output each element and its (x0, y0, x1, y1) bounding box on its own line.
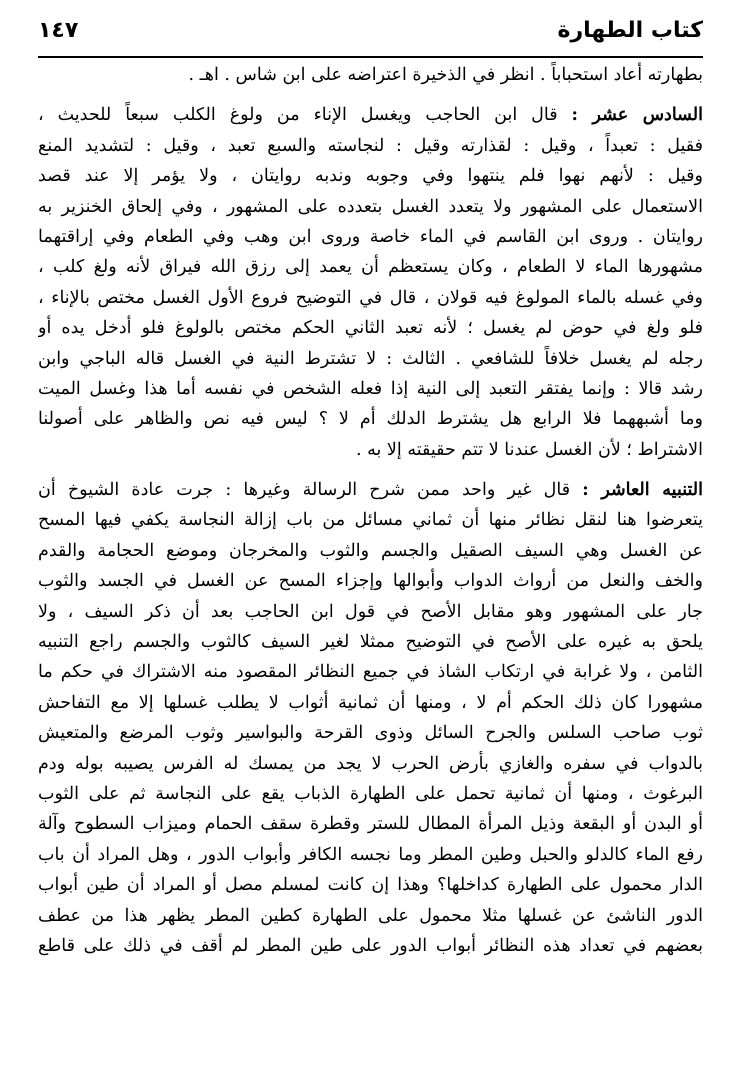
text-line: جار على المشهور وهو مقابل الأصح في قول ابن الحاجب بعد أن ذكر السيف ، ولا (38, 601, 703, 622)
text-line-content: قال غير واحد ممن شرح الرسالة وغيرها : جرت عادة الشيوخ أن (38, 480, 583, 501)
text-line: والخف والنعل من أرواث الدواب وأبوالها وإجزاء المسح عن الغسل في الجسد والثوب (38, 571, 703, 592)
section-lead: التنبيه العاشر : (582, 480, 703, 501)
text-line: وفي غسله بالماء المولوغ فيه قولان ، قال في التوضيح فروع الأول الغسل مختص بالإناء ، (38, 287, 703, 308)
text-line: البرغوث ، ومنها أن ثمانية تحمل على الطهارة الذباب يقع على النجاسة ثم على الثوب (38, 783, 703, 804)
text-line: الدور الناشئ عن غسلها مثلا محمول على الطهارة كطين المطر يظهر هذا من عطف (38, 905, 703, 926)
text-line: مشهورها الماء لا الطعام ، وكان يستعظم أن يعمد إلى رزق الله فيراق لأنه ولغ كلب ، (38, 257, 703, 278)
text-line: وقيل : لأنهم نهوا فلم ينتهوا وفي وجوبه وندبه روايتان ، ولا يؤمر إلا عند قصد (38, 166, 703, 187)
text-line: بالدواب في سفره والغازي بأرض الحرب لا يجد من يمسك له الفرس يصيبه بوله ودم (38, 753, 703, 774)
text-line: الاشتراط ؛ لأن الغسل عندنا لا تتم حقيقته إلا به . (355, 439, 703, 460)
text-line: ثوب صاحب السلس والجرح السائل وذوى القرحة والبواسير وثوب المرضع والمتعيش (38, 723, 703, 744)
text-line: فقيل : تعبداً ، وقيل : لقذارته وقيل : لنجاسته والسبع تعبد ، وقيل : لتشديد المنع (38, 135, 703, 156)
text-line: مشهورا كان ذلك الحكم أم لا ، ومنها أن ثمانية أثواب لا يطلب غسلها إلا مع التفاحش (38, 692, 703, 713)
header-divider (38, 56, 703, 58)
text-line: الثامن ، ولا غرابة في ارتكاب الشاذ في جميع النظائر المقصود منه الاشتراك في حكم ما (38, 662, 703, 683)
text-line: يلحق به غيره على الأصح في التوضيح ممثلا لغير السيف كالثوب والجسم راجع التنبيه (38, 632, 703, 653)
text-line: رفع الماء كالدلو والحبل وطين المطر وما نجسه الكافر وأبواب الدور ، وهل المراد أن باب (38, 844, 703, 865)
paragraph-gap (38, 465, 703, 475)
text-line: رجله لم يغسل خلافاً للشافعي . الثالث : لا تشترط النية في الغسل قاله الباجي وابن (38, 348, 703, 369)
paragraph (38, 100, 703, 465)
text-line: فلو ولغ في حوض لم يغسل ؛ لأنه تعبد الثاني الحكم مختص بالولوغ فلو أدخل يده أو (38, 318, 703, 339)
page-number: ١٤٧ (38, 18, 79, 43)
text-line: بطهارته أعاد استحباباً . انظر في الذخيرة اعتراضه على ابن شاس . اهـ . (188, 65, 703, 85)
paragraph (38, 475, 703, 961)
paragraph (38, 60, 703, 90)
paragraph-gap (38, 90, 703, 100)
text-line: بعضهم في تعداد هذه النظائر أبواب الدور على طين المطر لم أقف في ذلك على قاطع (38, 935, 703, 956)
text-line: رشد قالا : وإنما يفتقر التعبد إلى النية إذا فعله الشخص في نفسه أما هذا وغسل الميت (38, 378, 703, 399)
text-line: الاستعمال على المشهور ولا يتعدد الغسل بتعدده على المشهور ، وفي إلحاق الخنزير به (38, 196, 703, 217)
text-line: يتعرضوا هنا لنقل نظائر منها أن ثماني مسائل من باب إزالة النجاسة يكفي فيها المسح (38, 510, 703, 531)
text-line (38, 475, 703, 505)
section-lead: السادس عشر : (571, 105, 703, 126)
running-title: كتاب الطهارة (557, 18, 703, 43)
text-line (38, 100, 703, 130)
text-line: الدار محمول على الطهارة كداخلها؟ وهذا إن كانت لمسلم مصل أو المراد أن طين أبواب (38, 875, 703, 896)
text-line-content: قال ابن الحاجب ويغسل الإناء من ولوغ الكلب سبعاً للحديث ، (38, 105, 572, 126)
text-line: وما أشبههما فلا الرابع هل يشترط الدلك أم لا ؟ ليس فيه نص والظاهر على أصولنا (38, 409, 703, 430)
text-line: روايتان . وروى ابن القاسم في الماء خاصة وروى ابن وهب وفي الطعام وفي إراقتهما (38, 226, 703, 247)
page-body (38, 60, 703, 961)
page-header (38, 14, 703, 54)
text-line: أو البدن أو البقعة وذيل المرأة المطال للستر وقطرة سقف الحمام وميزاب السطوح وآلة (38, 814, 703, 835)
text-line: عن الغسل وهي السيف الصقيل والجسم والثوب والمخرجان وموضع الحجامة والقدم (38, 540, 703, 561)
